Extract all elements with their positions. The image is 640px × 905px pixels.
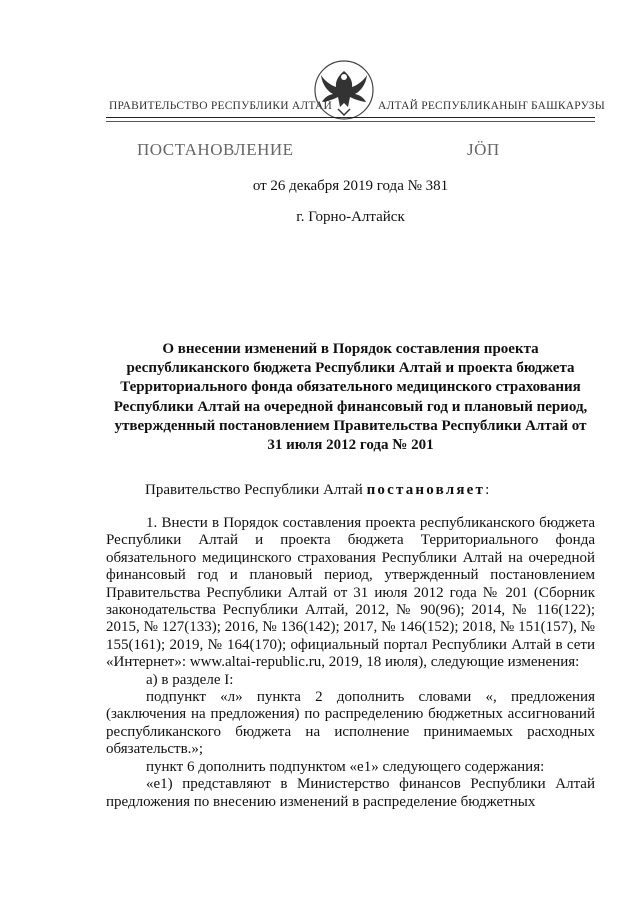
paragraph-5: «е1) представляют в Министерство финансов Республики Алтай предложения по внесению изменений в распределение бюджетных [106, 776, 595, 810]
document-body [106, 515, 595, 811]
preamble-suffix: : [485, 482, 490, 498]
preamble-emphasis: постановляет [366, 482, 486, 498]
preamble-text: Правительство Республики Алтай [145, 482, 363, 498]
document-type-russian: ПОСТАНОВЛЕНИЕ [137, 140, 294, 159]
document-date-number: от 26 декабря 2019 года № 381 [252, 178, 449, 194]
header-divider [106, 117, 595, 118]
paragraph-2: а) в разделе I: [146, 671, 234, 688]
paragraph-1: 1. Внести в Порядок составления проекта республиканского бюджета Республики Алтай и проекта бюджета Территориального фонда обязательного медицинского страхования Республики Алтай на очередной финансовый год и плановый период, утвержденный постановлением Правительства Республики Алтай от 31 июля 2012 года № 201 (Сборник законодательства Республики Алтай, 2012, № 90(96); 2014, № 116(122); 2015, № 127(133); 2016, № 136(142); 2017, № 146(152); 2018, № 151(157), № 155(161); 2019, № 164(170); официальный портал Республики Алтай в сети «Интернет»: www.altai-republic.ru, 2019, 18 июля), следующие изменения: [106, 515, 595, 671]
document-type-altai: ЈÖП [467, 140, 500, 159]
paragraph-3: подпункт «л» пункта 2 дополнить словами «, предложения (заключения на предложения) по распределению бюджетных ассигнований республиканского бюджета на исполнение принимаемых расходных обязательств.»; [106, 689, 595, 758]
government-name-russian: ПРАВИТЕЛЬСТВО РЕСПУБЛИКИ АЛТАЙ [109, 100, 333, 112]
document-city: г. Горно-Алтайск [296, 209, 405, 225]
paragraph-4: пункт 6 дополнить подпунктом «е1» следующего содержания: [146, 758, 545, 775]
preamble [145, 482, 489, 499]
coat-of-arms-icon [313, 57, 375, 123]
document-title: О внесении изменений в Порядок составления проекта республиканского бюджета Республики Алтай и проекта бюджета Территориального фонда обязательного медицинского страхования Республики Алтай на очередной финансовый год и плановый период, утвержденный постановлением Правительства Республики Алтай от 31 июля 2012 года № 201 [113, 341, 588, 454]
header-divider-thin [106, 121, 595, 122]
government-name-altai: АЛТАЙ РЕСПУБЛИКАНЫҤ БАШКАРУЗЫ [378, 100, 605, 112]
